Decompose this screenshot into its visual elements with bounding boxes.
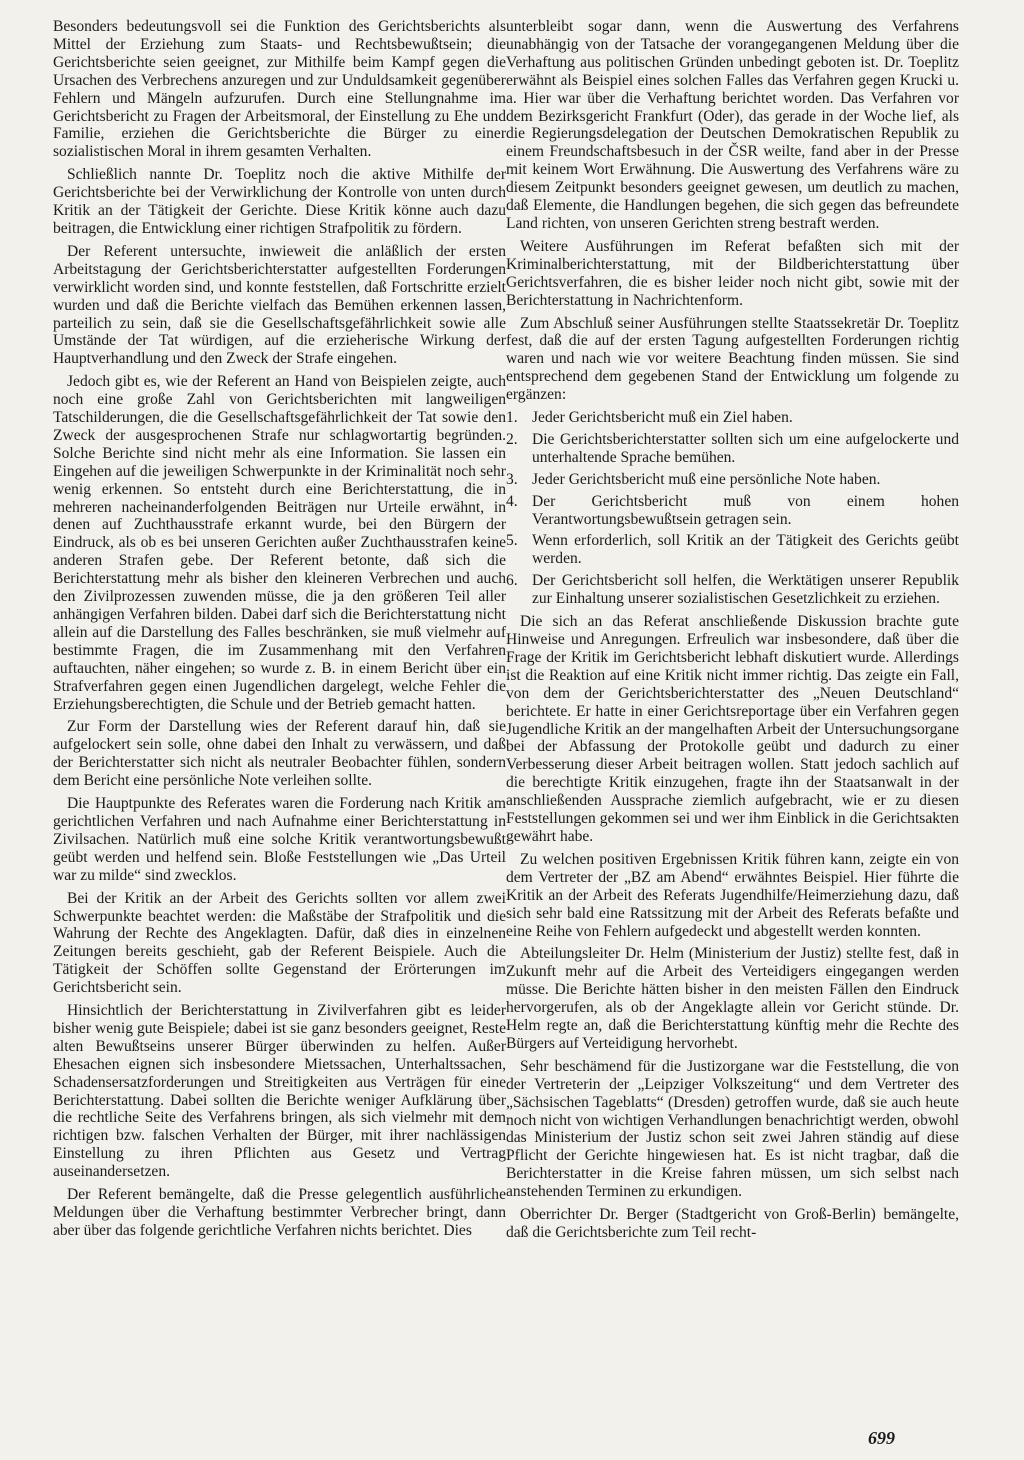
list-item-number: 3. [506, 470, 518, 488]
paragraph: unterbleibt sogar dann, wenn die Auswertung des Verfahrens unabhängig von der Tatsache der vorangegangenen Meldung über die Verhaftung aus politischen Gründen unbedingt geboten ist. Dr. Toeplitz erwähnt als Beispiel eines solchen Falles das Verfahren gegen Krucki u. a. Hier war über die Verhaftung berichtet worden. Das Verfahren vor dem Bezirksgericht Frankfurt (Oder), das gerade in der Woche lief, als die Regierungsdelegation der Deutschen Demokratischen Republik zu einem Freundschaftsbesuch in der ČSR weilte, fand aber in der Presse mit keinem Wort Erwähnung. Die Auswertung des Verfahrens wäre zu diesem Zeitpunkt besonders geeignet gewesen, um deutlich zu machen, daß Elemente, die Handlungen begehen, die sich gegen das befreundete Land richten, von unseren Gerichten streng bestraft werden. [506, 18, 959, 232]
list-item-text: Jeder Gerichtsbericht muß ein Ziel haben. [532, 409, 793, 427]
list-item-number: 5. [506, 532, 518, 550]
paragraph: Zur Form der Darstellung wies der Referent darauf hin, daß sie aufgelockert sein solle, ohne dabei den Inhalt zu verwässern, und daß der Berichterstatter sich nicht als neutraler Beobachter fühlen, sondern dem Bericht eine persönliche Note verleihen sollte. [53, 718, 506, 790]
list-item [506, 409, 959, 427]
paragraph: Der Referent untersuchte, inwieweit die anläßlich der ersten Arbeitstagung der Gerichtsberichterstatter aufgestellten Forderungen verwirklicht worden sind, und konnte feststellen, daß Fortschritte erzielt wurden und daß die Berichte vielfach das Bemühen erkennen lassen, parteilich zu sein, daß sie die Gesellschaftsgefährlichkeit sowie alle Umstände der Tat würdigen, auf die erzieherische Wirkung der Hauptverhandlung und den Zweck der Strafe eingehen. [53, 242, 506, 368]
paragraph: Schließlich nannte Dr. Toeplitz noch die aktive Mithilfe der Gerichtsberichte bei der Verwirklichung der Kontrolle von unten durch Kritik an der Tätigkeit der Gerichte. Diese Kritik könne auch dazu beitragen, die Entwicklung einer richtigen Strafpolitik zu fördern. [53, 166, 506, 237]
paragraph: Die sich an das Referat anschließende Diskussion brachte gute Hinweise und Anregungen. Erfreulich war insbesondere, daß über die Frage der Kritik im Gerichtsbericht lebhaft diskutiert wurde. Allerdings ist die Reaktion auf eine Kritik nicht immer richtig. Das zeigte ein Fall, von dem der Gerichtsberichterstatter des „Neuen Deutschland“ berichtete. Er hatte in einer Gerichtsreportage über ein Verfahren gegen Jugendliche Kritik an der mangelhaften Arbeit der Untersuchungsorgane bei der Abfassung der Protokolle geübt und dadurch zu einer Verbesserung dieser Arbeit beitragen wollen. Statt jedoch sachlich auf die berechtigte Kritik einzugehen, fragte ihn der Staatsanwalt in der anschließenden Aussprache ziemlich aufgebracht, wie er zu diesen Feststellungen gekommen sei und wer ihm Einblick in die Gerichtsakten gewährt habe. [506, 613, 959, 845]
paragraph: Bei der Kritik an der Arbeit des Gerichts sollten vor allem zwei Schwerpunkte beachtet werden: die Maßstäbe der Strafpolitik und die Wahrung der Rechte des Angeklagten. Dafür, daß dies in einzelnen Zeitungen bereits geschieht, gab der Referent Beispiele. Auch die Tätigkeit der Schöffen sollte Gegenstand der Erörterungen im Gerichtsbericht sein. [53, 889, 506, 997]
right-column [506, 18, 959, 1247]
list-item-number: 6. [506, 572, 518, 590]
list-item-text: Die Gerichtsberichterstatter sollten sich um eine aufgelockerte und unterhaltende Sprache bemühen. [532, 430, 959, 466]
list-item [506, 572, 959, 608]
list-item-text: Der Gerichtsbericht soll helfen, die Werktätigen unserer Republik zur Einhaltung unserer sozialistischen Gesetzlichkeit zu erziehen. [532, 572, 959, 608]
paragraph: Die Hauptpunkte des Referates waren die Forderung nach Kritik am gerichtlichen Verfahren und nach Aufnahme einer Berichterstattung in Zivilsachen. Natürlich muß eine solche Kritik verantwortungsbewußt geübt werden und helfend sein. Bloße Feststellungen wie „Das Urteil war zu milde“ sind zwecklos. [53, 795, 506, 884]
list-item-text: Jeder Gerichtsbericht muß eine persönliche Note haben. [532, 470, 881, 488]
list-item [506, 471, 959, 489]
paragraph: Weitere Ausführungen im Referat befaßten sich mit der Kriminalberichterstattung, mit der Bildberichterstattung über Gerichtsverfahren, die es bisher leider noch nicht gibt, sowie mit der Berichterstattung in Nachrichtenform. [506, 237, 959, 309]
list-item-text: Wenn erforderlich, soll Kritik an der Tätigkeit des Gerichts geübt werden. [532, 532, 959, 568]
list-item-number: 1. [506, 409, 518, 427]
paragraph: Abteilungsleiter Dr. Helm (Ministerium der Justiz) stellte fest, daß in Zukunft mehr auf die Arbeit des Verteidigers eingegangen werden müsse. Die Berichte hätten bisher in den meisten Fällen den Eindruck hervorgerufen, als ob der Angeklagte allein vor Gericht stünde. Dr. Helm regte an, daß die Berichterstattung künftig mehr die Rechte des Bürgers auf Verteidigung hervorhebt. [506, 945, 959, 1052]
paragraph: Zu welchen positiven Ergebnissen Kritik führen kann, zeigte ein von dem Vertreter der „BZ am Abend“ erwähntes Beispiel. Hier führte die Kritik an der Arbeit des Referats Jugendhilfe/Heimerziehung dazu, daß sich sehr bald eine Ratssitzung mit der Arbeit des Referats befaßte und eine Reihe von Fehlern aufgedeckt und abgestellt werden konnten. [506, 850, 959, 940]
paragraph: Sehr beschämend für die Justizorgane war die Feststellung, die von der Vertreterin der „Leipziger Volkszeitung“ und dem Vertreter des „Sächsischen Tageblatts“ (Dresden) getroffen wurde, daß sie auch heute noch nicht von wichtigen Verhandlungen benachrichtigt werden, obwohl das Ministerium der Justiz schon seit zwei Jahren ständig auf diese Pflicht der Gerichte hingewiesen hat. Es ist nicht tragbar, daß die Berichterstatter in die Kreise fahren müssen, um sich selbst nach anstehenden Terminen zu erkundigen. [506, 1057, 959, 1201]
list-item [506, 532, 959, 568]
list-item-number: 2. [506, 430, 518, 448]
list-item-number: 4. [506, 492, 518, 510]
list-item [506, 431, 959, 467]
page-number: 699 [868, 1428, 895, 1448]
list-item-text: Der Gerichtsbericht muß von einem hohen Verantwortungsbewußtsein getragen sein. [532, 492, 959, 528]
paragraph: Hinsichtlich der Berichterstattung in Zivilverfahren gibt es leider bisher wenig gute Beispiele; dabei ist sie ganz besonders geeignet, Reste alten Bewußtseins unserer Bürger überwinden zu helfen. Außer Ehesachen eignen sich insbesondere Mietssachen, Unterhaltssachen, Schadensersatzforderungen und Streitigkeiten aus Verträgen für eine Berichterstattung. Dabei sollten die Berichte weniger Aufklärung über die rechtliche Seite des Verfahrens bringen, als sich vielmehr mit dem richtigen bzw. falschen Verhalten der Bürger, mit ihrer nachlässigen Einstellung zu ihren Pflichten aus Gesetz und Vertrag auseinandersetzen. [53, 1002, 506, 1181]
paragraph: Oberrichter Dr. Berger (Stadtgericht von Groß-Berlin) bemängelte, daß die Gerichtsberichte zum Teil recht- [506, 1206, 959, 1241]
paragraph: Jedoch gibt es, wie der Referent an Hand von Beispielen zeigte, auch noch eine große Zahl von Gerichtsberichten mit langweiligen Tatschilderungen, die die Gesellschaftsgefährlichkeit der Tat sowie den Zweck der ausgesprochenen Strafe nur schlagwortartig begründen. Solche Berichte sind nicht mehr als eine Information. Sie lassen ein Eingehen auf die jeweiligen Schwerpunkte in der Kriminalität noch sehr wenig erkennen. So entsteht durch eine Berichterstattung, die in mehreren nacheinanderfolgenden Beiträgen nur Urteile erwähnt, in denen auf Zuchthausstrafe erkannt wurde, bei den Bürgern der Eindruck, als ob es bei unseren Gerichten außer Zuchthausstrafen keine anderen Strafen gebe. Der Referent betonte, daß sich die Berichterstattung mehr als bisher den kleineren Verbrechen und auch den Zivilprozessen zuwenden müsse, die ja den größeren Teil aller anhängigen Verfahren bilden. Dabei darf sich die Berichterstattung nicht allein auf die Darstellung des Falles beschränken, sie muß vielmehr auf bestimmte Fragen, die im Zusammenhang mit den Verfahren auftauchten, näher eingehen; so wurde z. B. in einem Bericht über ein Strafverfahren gegen einen Jugendlichen dargelegt, welche Fehler die Erziehungsberechtigten, die Schule und der Betrieb gemacht hatten. [53, 373, 506, 713]
left-column [53, 18, 506, 1245]
paragraph: Besonders bedeutungsvoll sei die Funktion des Gerichtsberichts als Mittel der Erziehung zum Staats- und Rechtsbewußtsein; die Gerichtsberichte seien geeignet, zur Mithilfe beim Kampf gegen die Ursachen des Verbrechens anzuregen und zur Unduldsamkeit gegenüber Fehlern und Mängeln aufzurufen. Durch eine Stellungnahme im Gerichtsbericht zu Fragen der Arbeitsmoral, der Einstellung zu Ehe und Familie, erziehen die Gerichtsberichte die Bürger zu einer sozialistischen Moral in ihrem gesamten Verhalten. [53, 18, 506, 161]
list-item [506, 493, 959, 529]
paragraph: Der Referent bemängelte, daß die Presse gelegentlich ausführliche Meldungen über die Verhaftung bestimmter Verbrecher bringt, dann aber über das folgende gerichtliche Verfahren nichts berichtet. Dies [53, 1186, 506, 1239]
paragraph: Zum Abschluß seiner Ausführungen stellte Staatssekretär Dr. Toeplitz fest, daß die auf der ersten Tagung aufgestellten Forderungen richtig waren und nach wie vor weitere Beachtung finden müssen. Sie sind entsprechend dem gegebenen Stand der Entwicklung um folgende zu ergänzen: [506, 314, 959, 404]
demands-list [506, 409, 959, 608]
